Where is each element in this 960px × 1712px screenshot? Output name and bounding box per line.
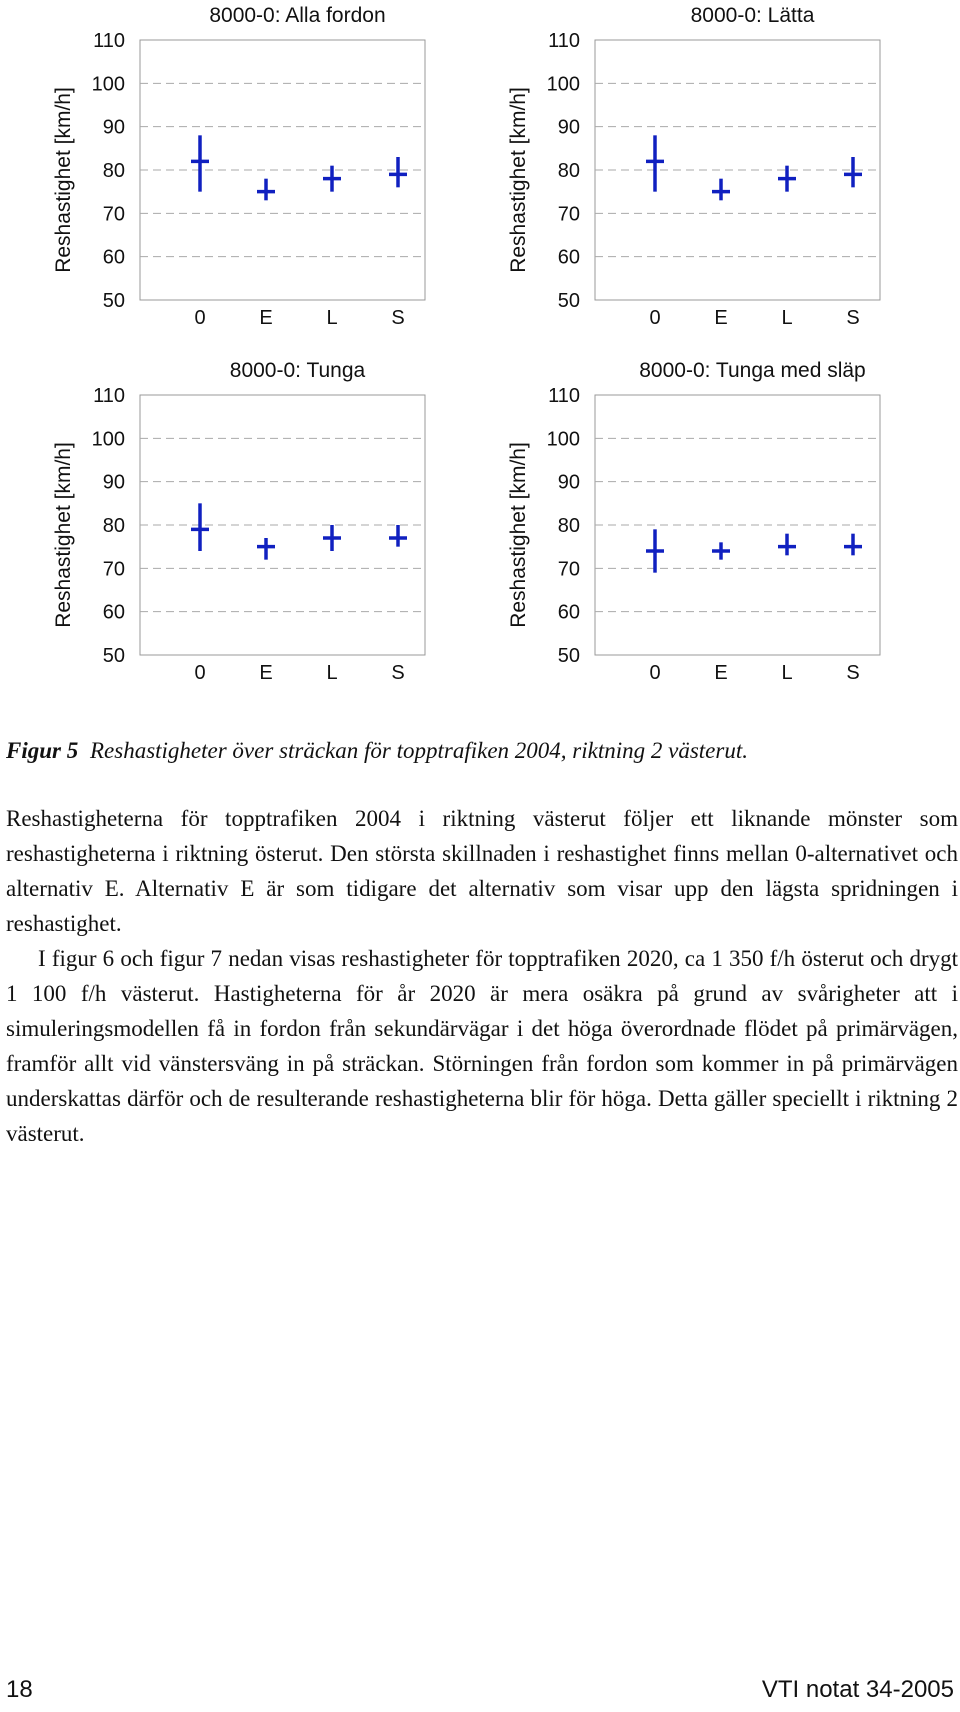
- y-tick-label: 70: [102, 558, 125, 581]
- x-tick-label: E: [259, 307, 273, 329]
- x-tick-label: L: [326, 662, 338, 684]
- x-tick-label: E: [714, 662, 728, 684]
- y-tick-label: 70: [557, 558, 580, 581]
- chart-svg: [0, 355, 470, 695]
- body-text: [6, 801, 958, 1151]
- x-tick-label: 0: [194, 662, 206, 684]
- y-tick-label: 50: [102, 290, 125, 312]
- y-tick-label: 50: [557, 645, 580, 667]
- x-tick-label: S: [846, 307, 860, 329]
- y-tick-label: 60: [557, 601, 580, 624]
- chart-title: 8000-0: Lätta: [690, 4, 815, 27]
- y-tick-label: 100: [546, 428, 580, 451]
- chart-svg: [0, 0, 470, 340]
- y-tick-label: 50: [102, 645, 125, 667]
- chart-tunga: [0, 355, 470, 695]
- report-id: VTI notat 34-2005: [761, 1676, 954, 1703]
- y-tick-label: 90: [557, 471, 580, 494]
- chart-svg: [455, 355, 925, 695]
- y-tick-label: 110: [548, 385, 580, 407]
- chart-title: 8000-0: Tunga: [229, 359, 366, 382]
- y-tick-label: 70: [557, 203, 580, 226]
- chart-svg: [455, 0, 925, 340]
- page-number: 18: [6, 1676, 33, 1703]
- y-tick-label: 70: [102, 203, 125, 226]
- x-tick-label: L: [781, 307, 793, 329]
- y-tick-label: 100: [546, 73, 580, 96]
- x-tick-label: 0: [649, 662, 661, 684]
- paragraph-2: I figur 6 och figur 7 nedan visas reshastigheter för topptrafiken 2020, ca 1 350 f/h österut och drygt 1 100 f/h västerut. Hastigheterna för år 2020 är mera osäkra på grund av svårigheter att i simuleringsmodellen få in fordon från sekundärvägar i det höga överordnade flödet på primärvägen, framför allt vid vänstersväng in på sträckan. Störningen från fordon som kommer in på primärvägen underskattas därför och de resulterande reshastigheterna blir för höga. Detta gäller speciellt i riktning 2 västerut.: [6, 946, 958, 1146]
- figure-label: Figur 5: [6, 738, 79, 763]
- y-tick-label: 90: [102, 471, 125, 494]
- x-tick-label: L: [326, 307, 338, 329]
- y-tick-label: 80: [557, 160, 580, 182]
- y-tick-label: 80: [557, 515, 580, 537]
- x-tick-label: L: [781, 662, 793, 684]
- x-tick-label: 0: [194, 307, 206, 329]
- x-tick-label: E: [259, 662, 273, 684]
- x-tick-label: E: [714, 307, 728, 329]
- x-tick-label: S: [391, 307, 405, 329]
- x-tick-label: S: [391, 662, 405, 684]
- y-tick-label: 90: [102, 116, 125, 139]
- y-tick-label: 110: [548, 30, 580, 52]
- y-axis-label: Reshastighet [km/h]: [507, 442, 530, 628]
- figure-caption: [6, 738, 952, 764]
- y-axis-label: Reshastighet [km/h]: [507, 87, 530, 273]
- y-tick-label: 100: [91, 73, 125, 96]
- y-tick-label: 90: [557, 116, 580, 139]
- chart-alla-fordon: [0, 0, 470, 340]
- y-axis-label: Reshastighet [km/h]: [52, 87, 75, 273]
- y-tick-label: 60: [557, 246, 580, 269]
- paragraph-1: Reshastigheterna för topptrafiken 2004 i riktning västerut följer ett liknande mönster som reshastigheterna i riktning österut. Den största skillnaden i reshastighet finns mellan 0-alternativet och alternativ E. Alternativ E är som tidigare det alternativ som visar upp den lägsta spridningen i reshastighet.: [6, 806, 958, 936]
- y-tick-label: 60: [102, 246, 125, 269]
- x-tick-label: 0: [649, 307, 661, 329]
- y-tick-label: 80: [102, 515, 125, 537]
- y-tick-label: 110: [93, 30, 125, 52]
- chart-title: 8000-0: Alla fordon: [209, 4, 386, 27]
- y-axis-label: Reshastighet [km/h]: [52, 442, 75, 628]
- y-tick-label: 80: [102, 160, 125, 182]
- y-tick-label: 100: [91, 428, 125, 451]
- figure-caption-text: Reshastigheter över sträckan för topptrafiken 2004, riktning 2 västerut.: [89, 738, 748, 763]
- y-tick-label: 50: [557, 290, 580, 312]
- chart-tunga-med-slap: [455, 355, 925, 695]
- chart-title: 8000-0: Tunga med släp: [639, 359, 866, 382]
- chart-latta: [455, 0, 925, 340]
- y-tick-label: 110: [93, 385, 125, 407]
- x-tick-label: S: [846, 662, 860, 684]
- y-tick-label: 60: [102, 601, 125, 624]
